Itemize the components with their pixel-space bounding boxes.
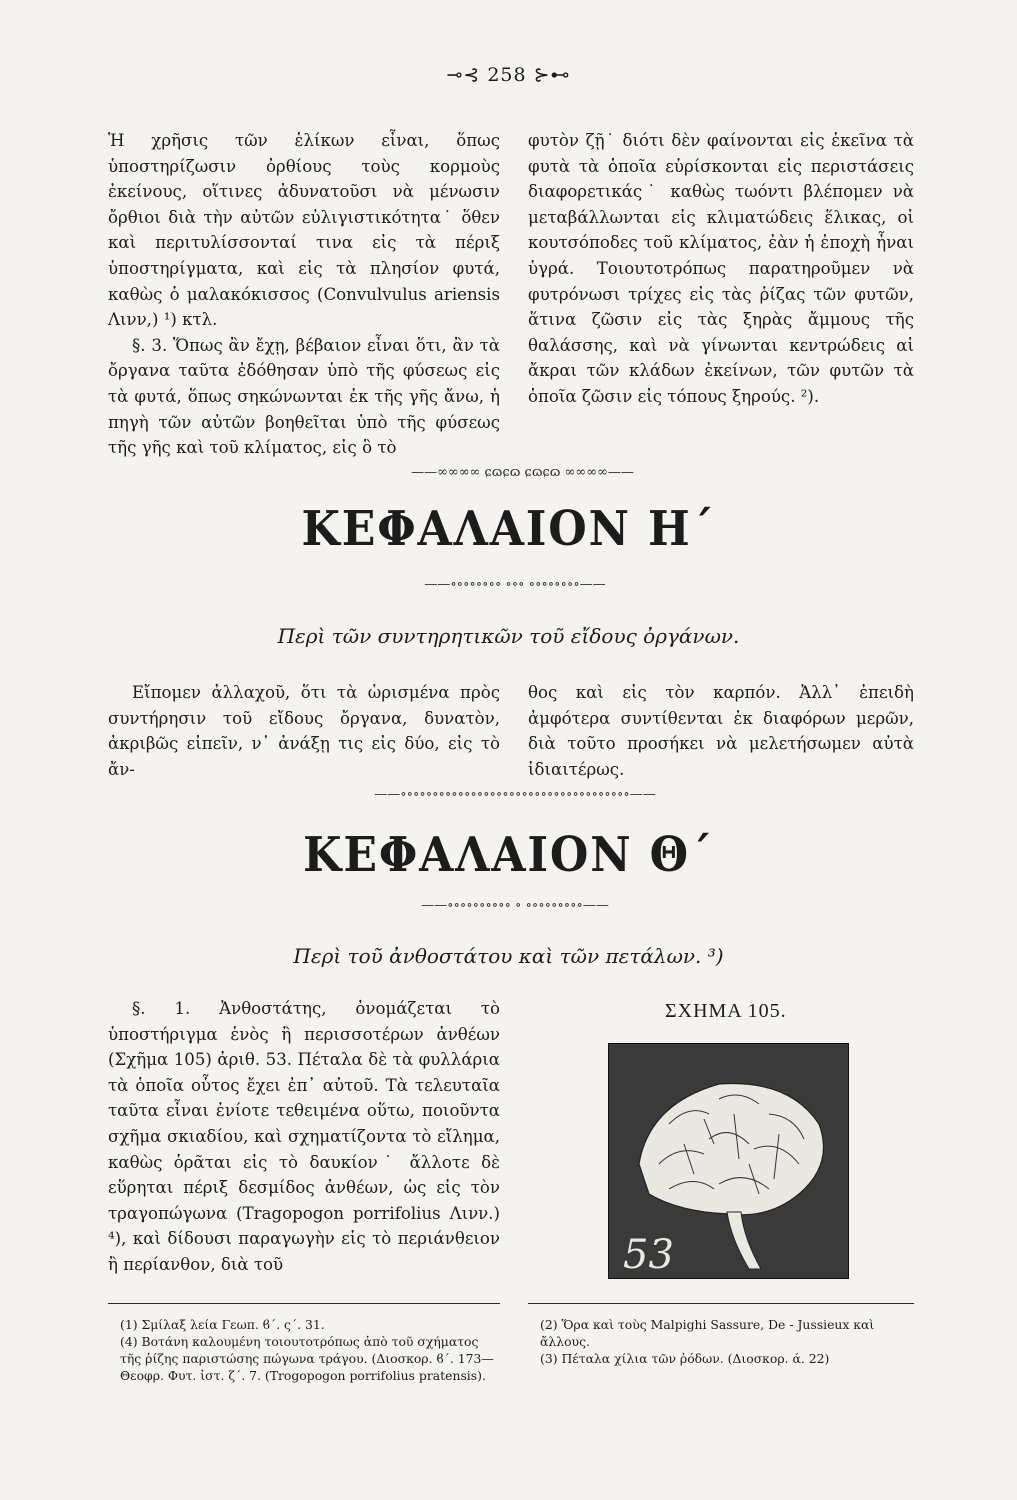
chapter-heading: ΚΕΦΑΛΑΙΟΝ Θ΄ (303, 827, 714, 883)
footnotes-left (120, 1316, 500, 1384)
paragraph: §. 1. Ἀνθοστάτης, ὀνομάζεται τὸ ὑποστήριγμα ἑνὸς ἢ περισσοτέρων ἀνθέων (Σχῆμα 105) ἀριθ. 53. Πέταλα δὲ τὰ φυλλάρια τὰ ὁποῖα οὗτος ἔχει ἐπ᾽ αὐτοῦ. Τὰ τελευταῖα ταῦτα εἶναι ἐνίοτε τεθειμένα οὕτω, ποιοῦντα σχῆμα σκιαδίου, καὶ σχηματίζοντα τὸ εἴλημα, καθὼς ὁρᾶται εἰς τὸ δαυκίον˙ ἄλλοτε δὲ εὕρηται πέριξ δεσμίδος ἀνθέων, ὡς εἰς τὸν τραγοπώγωνα (Tragopogon porrifolius Λινν.) ⁴), καὶ δίδουσι παραγωγὴν εἰς τὸ περιάνθειον ἢ περίανθον, διὰ τοῦ (108, 999, 500, 1274)
chapter-subtitle: Περὶ τῶν συντηρητικῶν τοῦ εἴδους ὀργάνων. (277, 624, 740, 648)
ornament-right: ⊱⊷ (533, 64, 571, 86)
chapter-1-left-column (108, 680, 500, 782)
figure-number: 53 (623, 1232, 674, 1278)
paragraph: Ἡ χρῆσις τῶν ἑλίκων εἶναι, ὅπως ὑποστηρίζωσιν ὀρθίους τοὺς κορμοὺς ἐκείνους, οἵτινες ἀδυνατοῦσι νὰ μένωσιν ὄρθιοι διὰ τὴν αὐτῶν εὐλιγιστικότητα˙ ὅθεν καὶ περιτυλίσσονταί τινα εἰς τὰ πέριξ ὑποστηρίγματα, καὶ εἰς τὰ πλησίον φυτά, καθὼς ὁ μαλακόκισσος (Convulvulus ariensis Λινν,) ¹) κτλ. (108, 131, 500, 330)
footnotes-right (540, 1316, 914, 1367)
paragraph: §. 3. Ὅπως ἂν ἔχῃ, βέβαιον εἶναι ὅτι, ἂν τὰ ὄργανα ταῦτα ἐδόθησαν ὑπὸ τῆς φύσεως εἰς τὰ φυτά, ὅπως σηκώνωνται ἐκ τῆς γῆς ἄνω, ἡ πηγὴ τῶν αὐτῶν βοηθεῖται ὑπὸ τῆς φύσεως τῆς γῆς καὶ τοῦ κλίματος, εἰς ὃ τὸ (108, 335, 500, 458)
paragraph: θος καὶ εἰς τὸν καρπόν. Ἀλλ᾽ ἐπειδὴ ἀμφότερα συντίθενται ἐκ διαφόρων μερῶν, διὰ τοῦτο προσήκει νὰ μελετήσωμεν αὐτὰ ἰδιαιτέρως. (528, 683, 914, 779)
footnote: (2) Ὅρα καὶ τοὺς Malpighi Sassure, De - Jussieux καὶ ἄλλους. (540, 1317, 875, 1349)
chapter-2-left-column (108, 996, 500, 1278)
page-number: 258 (487, 64, 527, 86)
chapter-subtitle: Περὶ τοῦ ἀνθοστάτου καὶ τῶν πετάλων. ³) (293, 944, 724, 968)
footnote: (3) Πέταλα χίλια τῶν ῥόδων. (Διοσκορ. ά. 22) (540, 1351, 830, 1366)
footnote-divider (108, 1303, 500, 1304)
page-number-line (0, 64, 1017, 86)
ornament-left: ⊸⊰ (446, 64, 481, 86)
footnote-divider (528, 1303, 914, 1304)
ornament-divider: ——∘∘∘∘∘∘∘∘∘∘ ∘ ∘∘∘∘∘∘∘∘∘—— (421, 899, 609, 913)
top-right-column (528, 128, 914, 410)
paragraph: Εἴπομεν ἀλλαχοῦ, ὅτι τὰ ὡρισμένα πρὸς συντήρησιν τοῦ εἴδους ὄργανα, δυνατὸν, ἀκριβῶς εἰπεῖν, ν᾽ ἀνάξῃ τις εἰς δύο, εἰς τὸ ἄν- (108, 683, 500, 779)
footnote: (4) Βοτάνη καλουμένη τοιουτοτρόπως ἀπὸ τοῦ σχήματος τῆς ῥίζης παριστώσης πώγωνα τράγου. (Διοσκορ. ϐ΄. 173— Θεοφρ. Φυτ. ἱστ. ζ΄. 7. (Trogopogon porrifolius pratensis). (120, 1334, 494, 1383)
flower-figure (608, 1043, 849, 1279)
chapter-1-right-column (528, 680, 914, 782)
footnote: (1) Σμίλαξ λεία Γεωπ. ϐ΄. ς΄. 31. (120, 1317, 325, 1332)
ornament-divider: ——∘∘∘∘∘∘∘∘∘∘∘∘∘∘∘∘∘∘∘∘∘∘∘∘∘∘∘∘∘∘∘∘∘∘∘∘—— (374, 788, 656, 802)
figure-caption: ΣΧΗΜΑ 105. (665, 1000, 787, 1022)
ornament-divider: ——∘∘∘∘∘∘∘∘ ∘∘∘ ∘∘∘∘∘∘∘∘—— (424, 578, 606, 592)
chapter-heading: ΚΕΦΑΛΑΙΟΝ Η΄ (301, 501, 716, 557)
flower-icon (609, 1044, 848, 1278)
paragraph: φυτὸν ζῇ˙ διότι δὲν φαίνονται εἰς ἐκεῖνα τὰ φυτὰ τὰ ὁποῖα εὑρίσκονται εἰς περιστάσεις διαφορετικάς˙ καθὼς τωόντι βλέπομεν νὰ μεταβάλλωνται εἰς κλιματώδεις ἕλικας, οἱ κουτσόποδες τοῦ κλίματος, ἐὰν ἡ ἐποχὴ ἦναι ὑγρά. Τοιουτοτρόπως παρατηροῦμεν νὰ φυτρόνωσι τρίχες εἰς τὰς ῥίζας τῶν φυτῶν, ἅτινα ζῶσιν εἰς τὰς ξηρὰς ἄμμους τῆς θαλάσσης, καὶ νὰ γίνωνται κεντρώδεις αἱ ἄκραι τῶν κλάδων ἐκείνων, τῶν φυτῶν τὰ ὁποῖα ζῶσιν εἰς τόπους ξηρούς. ²). (528, 131, 914, 406)
top-left-column (108, 128, 500, 461)
ornament-divider: ——∞∞∞∞ ɕɷɕɷ ɕɷɕɷ ∞∞∞∞—— (411, 466, 634, 480)
